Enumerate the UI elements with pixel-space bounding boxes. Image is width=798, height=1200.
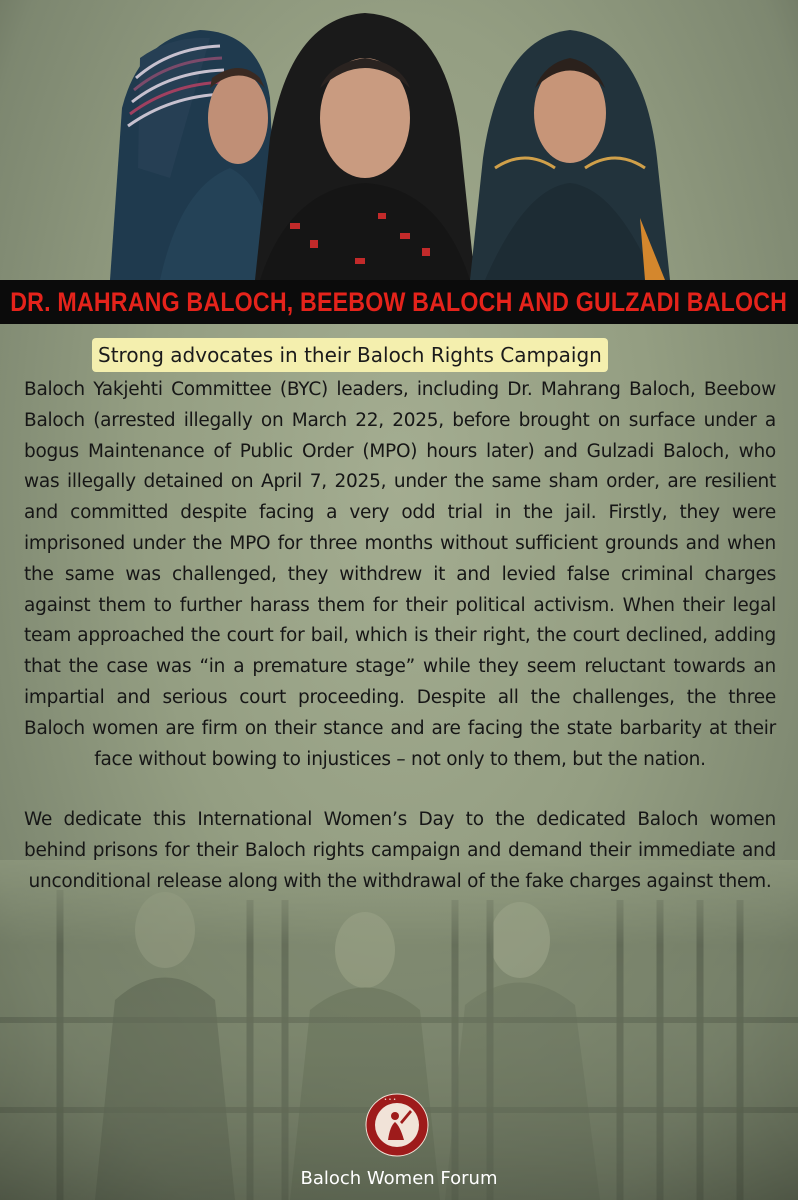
paragraph-2: We dedicate this International Women’s Day to the dedicated Baloch women behind prisons for their Baloch rights campaign and demand their immediate and unconditional release along with the withdrawal of the fake charges against them. — [24, 809, 776, 892]
portrait-right — [465, 18, 675, 280]
names-banner — [0, 280, 798, 324]
footer-organization: Baloch Women Forum — [300, 1168, 498, 1189]
paragraph-1: Baloch Yakjehti Committee (BYC) leaders, including Dr. Mahrang Baloch, Beebow Baloch (arrested illegally on March 22, 2025, before brought on surface under a bogus Maintenance of Public Order (MPO) hours later) and Gulzadi Baloch, who was illegally detained on April 7, 2025, under the same sham order, are resilient and committed despite facing a very odd trial in the jail. Firstly, they were imprisoned under the MPO for three months without sufficient grounds and when the same was challenged, they withdrew it and levied false criminal charges against them to further harass them for their political activism. When their legal team approached the court for bail, which is their right, the court declined, adding that the case was “in a premature stage” while they seem reluctant towards an impartial and serious court proceeding. Despite all the challenges, the three Baloch women are firm on their stance and are facing the state barbarity at their face without bowing to injustices – not only to them, but the nation. — [24, 379, 776, 770]
portrait-center — [250, 8, 480, 280]
baloch-women-forum-logo-icon — [364, 1092, 430, 1158]
portraits — [100, 8, 680, 280]
body-text — [24, 375, 776, 898]
subtitle-highlight: Strong advocates in their Baloch Rights Campaign — [92, 338, 608, 372]
svg-text:• • •: • • • — [384, 1097, 397, 1103]
banner-title: DR. MAHRANG BALOCH, BEEBOW BALOCH AND GULZADI BALOCH — [10, 286, 788, 317]
